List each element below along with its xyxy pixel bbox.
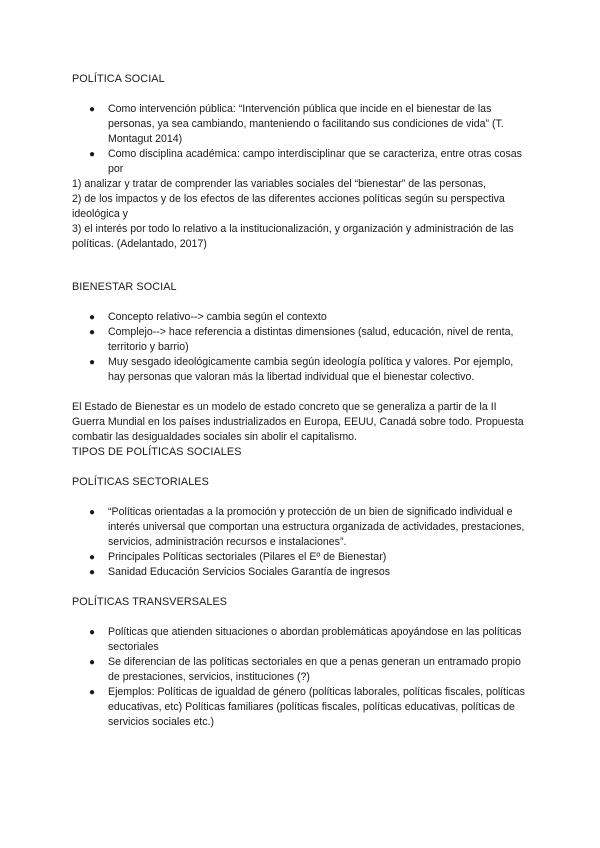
paragraph-line: 1) analizar y tratar de comprender las variables sociales del “bienestar” de las personas, [72, 178, 486, 190]
paragraph-line: 3) el interés por todo lo relativo a la institucionalización, y organización y administración de las políticas. (Adelantado, 2017) [72, 223, 514, 250]
bullet-icon: ● [89, 327, 96, 338]
bullet-icon: ● [89, 567, 96, 578]
list-item: ● Políticas que atienden situaciones o abordan problemáticas apoyándose en las políticas sectoriales [89, 626, 522, 653]
list-item: ● Principales Políticas sectoriales (Pilares el Eº de Bienestar) [89, 551, 387, 563]
paragraph-line: 2) de los impactos y de los efectos de las diferentes acciones políticas según su perspectiva ideológica y [72, 193, 505, 220]
transversales-list [72, 625, 532, 730]
bullet-icon: ● [89, 507, 96, 518]
bullet-icon: ● [89, 657, 96, 668]
heading-tipos-politicas: TIPOS DE POLÍTICAS SOCIALES [72, 446, 242, 458]
list-item: ● “Políticas orientadas a la promoción y protección de un bien de significado individual e interés universal que comportan una estructura organizada de actividades, prestaciones, servicios, administración recursos e instalaciones”. [89, 506, 525, 548]
bullet-icon: ● [89, 552, 96, 563]
bullet-icon: ● [89, 687, 96, 698]
bullet-icon: ● [89, 149, 96, 160]
bullet-icon: ● [89, 357, 96, 368]
list-item: ● Muy sesgado ideológicamente cambia según ideología política y valores. Por ejemplo, hay personas que valoran más la libertad individual que el bienestar colectivo. [89, 356, 514, 383]
politica-social-list [72, 102, 532, 177]
bullet-icon: ● [89, 312, 96, 323]
bullet-icon: ● [89, 104, 96, 115]
list-item: ● Como disciplina académica: campo interdisciplinar que se caracteriza, entre otras cosas por [89, 148, 522, 175]
heading-politicas-sectoriales: POLÍTICAS SECTORIALES [72, 476, 209, 488]
heading-politica-social: POLÍTICA SOCIAL [72, 73, 165, 85]
document-page [72, 72, 532, 730]
list-item: ● Como intervención pública: “Intervención pública que incide en el bienestar de las personas, ya sea cambiando, manteniendo o facilitando sus condiciones de vida” (T. Montagut 2014) [89, 103, 504, 145]
bullet-icon: ● [89, 627, 96, 638]
list-item: ● Concepto relativo--> cambia según el contexto [89, 311, 327, 323]
bienestar-social-list [72, 310, 532, 385]
heading-politicas-transversales: POLÍTICAS TRANSVERSALES [72, 596, 228, 608]
list-item: ● Se diferencian de las políticas sectoriales en que a penas generan un entramado propio de prestaciones, servicios, instituciones (?) [89, 656, 521, 683]
heading-bienestar-social: BIENESTAR SOCIAL [72, 281, 177, 293]
list-item: ● Ejemplos: Políticas de igualdad de género (políticas laborales, políticas fiscales, políticas educativas, etc) Políticas familiares (políticas fiscales, políticas educativas, políticas de servicios sociales etc.) [89, 686, 525, 728]
sectoriales-list [72, 505, 532, 580]
list-item: ● Complejo--> hace referencia a distintas dimensiones (salud, educación, nivel de renta, territorio y barrio) [89, 326, 514, 353]
list-item: ● Sanidad Educación Servicios Sociales Garantía de ingresos [89, 566, 391, 578]
paragraph-estado-bienestar: El Estado de Bienestar es un modelo de estado concreto que se generaliza a partir de la II Guerra Mundial en los países industrializados en Europa, EEUU, Canadá sobre todo. Propuesta combatir las desigualdades sociales sin abolir el capitalismo. [72, 401, 524, 443]
